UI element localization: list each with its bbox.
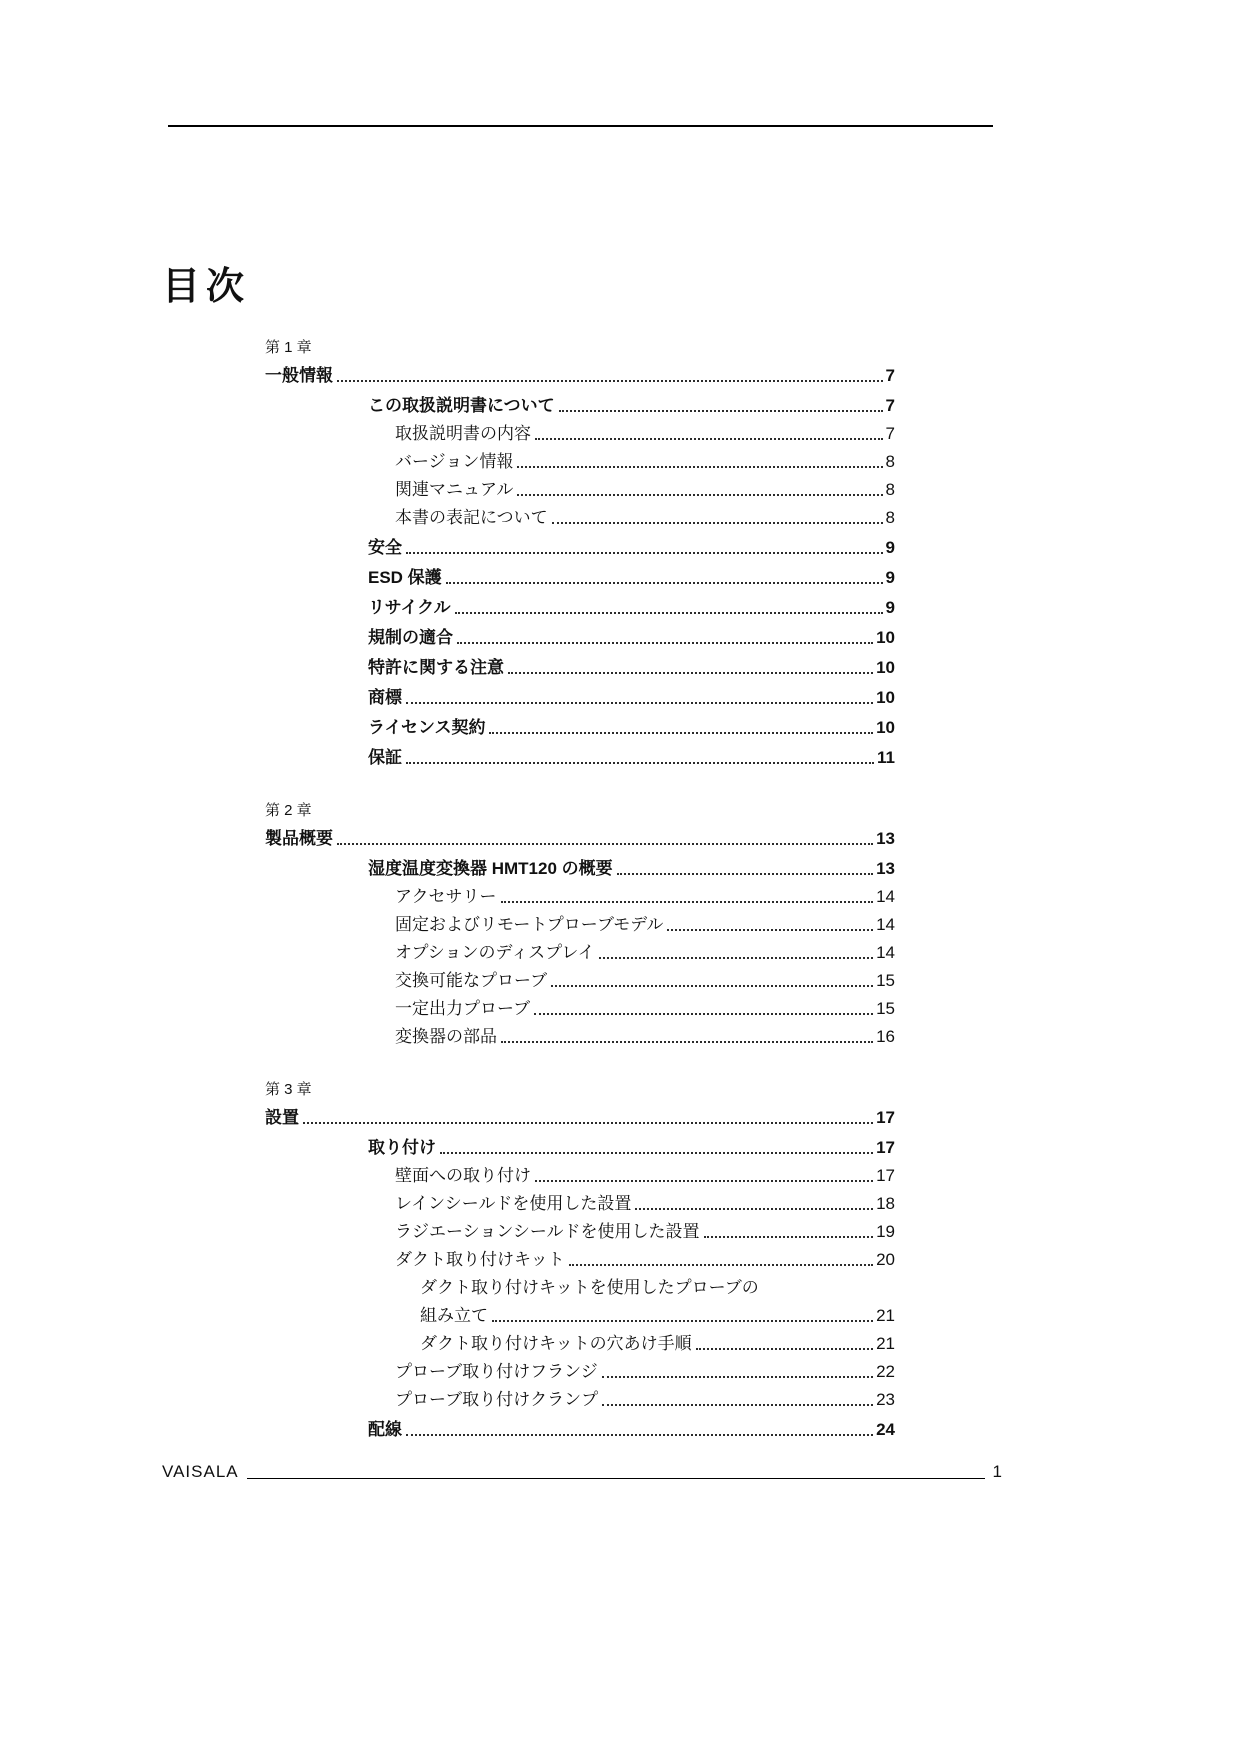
leader-dots [534, 1013, 873, 1015]
leader-dots [559, 410, 883, 412]
toc-entry-label: 本書の表記について [395, 508, 548, 527]
leader-dots [508, 672, 873, 674]
chapter-label: 第 2 章 [265, 802, 312, 819]
toc-page-number: 14 [876, 887, 895, 906]
toc-page-number: 10 [876, 718, 895, 737]
toc-page-number: 21 [876, 1334, 895, 1353]
leader-dots [635, 1208, 873, 1210]
leader-dots [489, 732, 873, 734]
toc-page-number: 17 [876, 1138, 895, 1157]
toc-entry-label: 壁面への取り付け [395, 1166, 531, 1185]
toc-entry-label: 交換可能なプローブ [395, 971, 548, 990]
leader-dots [337, 843, 873, 845]
toc [265, 336, 895, 1439]
toc-entry [265, 688, 895, 707]
leader-dots [696, 1348, 873, 1350]
toc-chapter [265, 1078, 895, 1439]
toc-entry-label: 特許に関する注意 [368, 658, 504, 677]
toc-page-number: 10 [876, 658, 895, 677]
toc-page-number: 8 [885, 480, 895, 499]
toc-entry-label: 商標 [368, 688, 402, 707]
toc-entry [265, 1194, 895, 1213]
toc-chapter-title-row [265, 1108, 895, 1127]
toc-entry-label: プローブ取り付けクランプ [395, 1390, 599, 1409]
toc-entry [265, 424, 895, 443]
toc-chapter-title-row [265, 366, 895, 385]
leader-dots [501, 1041, 873, 1043]
toc-page-number: 22 [876, 1362, 895, 1381]
leader-dots [569, 1264, 873, 1266]
leader-dots [667, 929, 873, 931]
toc-entry [265, 859, 895, 878]
leader-dots [406, 552, 883, 554]
toc-page-number: 7 [885, 366, 895, 385]
toc-entry [265, 568, 895, 587]
toc-entry-label: 設置 [265, 1108, 299, 1127]
toc-entry-label: 組み立て [420, 1306, 488, 1325]
leader-dots [406, 762, 874, 764]
toc-page-number: 10 [876, 628, 895, 647]
chapter-label: 第 1 章 [265, 339, 312, 356]
toc-entry-label: 一般情報 [265, 366, 333, 385]
toc-page-number: 24 [876, 1420, 895, 1439]
toc-page-number: 9 [885, 538, 895, 557]
toc-entry [265, 452, 895, 471]
toc-entry [265, 508, 895, 527]
toc-page-number: 13 [876, 829, 895, 848]
leader-dots [303, 1122, 873, 1124]
toc-page-number: 20 [876, 1250, 895, 1269]
toc-entry-label: 固定およびリモートプローブモデル [395, 915, 664, 934]
toc-entry-label: オプションのディスプレイ [395, 943, 595, 962]
leader-dots [552, 522, 883, 524]
toc-page-number: 7 [885, 396, 895, 415]
toc-entry-label: 安全 [368, 538, 402, 557]
toc-entry [265, 480, 895, 499]
toc-entry [265, 1138, 895, 1157]
toc-page-number: 9 [885, 598, 895, 617]
toc-entry [265, 915, 895, 934]
toc-entry-label: ラジエーションシールドを使用した設置 [395, 1222, 700, 1241]
leader-dots [492, 1320, 873, 1322]
toc-entry [265, 658, 895, 677]
toc-entry-label: 湿度温度変換器 HMT120 の概要 [368, 859, 613, 878]
toc-entry [265, 1250, 895, 1269]
leader-dots [406, 1434, 873, 1436]
footer-brand: VAISALA [162, 1462, 239, 1481]
toc-entry-label: レインシールドを使用した設置 [395, 1194, 632, 1213]
toc-page-number: 7 [885, 424, 895, 443]
toc-page-number: 16 [876, 1027, 895, 1046]
leader-dots [602, 1404, 873, 1406]
leader-dots [602, 1376, 873, 1378]
toc-entry-label: バージョン情報 [395, 452, 514, 471]
toc-chapter [265, 799, 895, 1046]
header-rule [168, 125, 993, 127]
toc-entry [265, 598, 895, 617]
chapter-label: 第 3 章 [265, 1081, 312, 1098]
toc-page-number: 17 [876, 1108, 895, 1127]
toc-page-number: 8 [885, 452, 895, 471]
leader-dots [446, 582, 883, 584]
toc-entry-label: ライセンス契約 [368, 718, 486, 737]
toc-entry-label: 保証 [368, 748, 402, 767]
toc-entry [265, 999, 895, 1018]
toc-entry-label: プローブ取り付けフランジ [395, 1362, 598, 1381]
leader-dots [406, 702, 873, 704]
toc-entry-label: 配線 [368, 1420, 402, 1439]
toc-page-number: 15 [876, 999, 895, 1018]
toc-entry [265, 887, 895, 906]
toc-entry-label: 取扱説明書の内容 [395, 424, 531, 443]
leader-dots [440, 1152, 873, 1154]
toc-entry [265, 943, 895, 962]
toc-page-number: 13 [876, 859, 895, 878]
toc-entry-label: リサイクル [368, 598, 451, 617]
toc-entry-label: 規制の適合 [368, 628, 453, 647]
toc-page-number: 9 [885, 568, 895, 587]
toc-entry [265, 1222, 895, 1241]
toc-page-number: 10 [876, 688, 895, 707]
toc-entry [265, 1362, 895, 1381]
leader-dots [535, 1180, 873, 1182]
leader-dots [617, 873, 873, 875]
toc-entry-label: この取扱説明書について [368, 396, 555, 415]
leader-dots [455, 612, 883, 614]
toc-entry [265, 1334, 895, 1353]
toc-entry [265, 718, 895, 737]
leader-dots [337, 380, 883, 382]
toc-page-number: 14 [876, 943, 895, 962]
toc-entry [265, 628, 895, 647]
toc-entry [265, 538, 895, 557]
toc-entry-label: アクセサリー [395, 887, 497, 906]
leader-dots [551, 985, 873, 987]
toc-entry [265, 1420, 895, 1439]
toc-entry [265, 1166, 895, 1185]
toc-entry-label: 関連マニュアル [395, 480, 514, 499]
toc-entry-label: ESD 保護 [368, 568, 442, 587]
toc-page-number: 15 [876, 971, 895, 990]
footer-rule [247, 1478, 985, 1479]
leader-dots [457, 642, 873, 644]
toc-entry-label: 一定出力プローブ [395, 999, 531, 1018]
toc-chapter [265, 336, 895, 767]
page-title: 目次 [162, 266, 251, 309]
toc-entry-label: ダクト取り付けキットを使用したプローブの [420, 1278, 759, 1297]
toc-page-number: 14 [876, 915, 895, 934]
toc-page-number: 8 [885, 508, 895, 527]
toc-entry [265, 396, 895, 415]
toc-page-number: 17 [876, 1166, 895, 1185]
toc-entry [265, 1306, 895, 1325]
toc-page-number: 23 [876, 1390, 895, 1409]
leader-dots [517, 494, 882, 496]
toc-entry-label: 取り付け [368, 1138, 436, 1157]
toc-entry-label: ダクト取り付けキットの穴あけ手順 [420, 1334, 692, 1353]
toc-chapter-title-row [265, 829, 895, 848]
toc-entry [265, 1278, 895, 1297]
leader-dots [517, 466, 882, 468]
toc-entry [265, 971, 895, 990]
leader-dots [704, 1236, 874, 1238]
toc-page-number: 21 [876, 1306, 895, 1325]
leader-dots [599, 957, 873, 959]
toc-page-number: 11 [877, 748, 895, 767]
toc-entry-label: 変換器の部品 [395, 1027, 497, 1046]
toc-entry [265, 1390, 895, 1409]
toc-page-number: 19 [876, 1222, 895, 1241]
toc-entry-label: 製品概要 [265, 829, 333, 848]
leader-dots [501, 901, 874, 903]
toc-entry [265, 1027, 895, 1046]
toc-page-number: 18 [876, 1194, 895, 1213]
page-footer [162, 1462, 1002, 1482]
footer-page-number: 1 [992, 1462, 1002, 1481]
toc-entry [265, 748, 895, 767]
leader-dots [535, 438, 883, 440]
toc-entry-label: ダクト取り付けキット [395, 1250, 565, 1269]
